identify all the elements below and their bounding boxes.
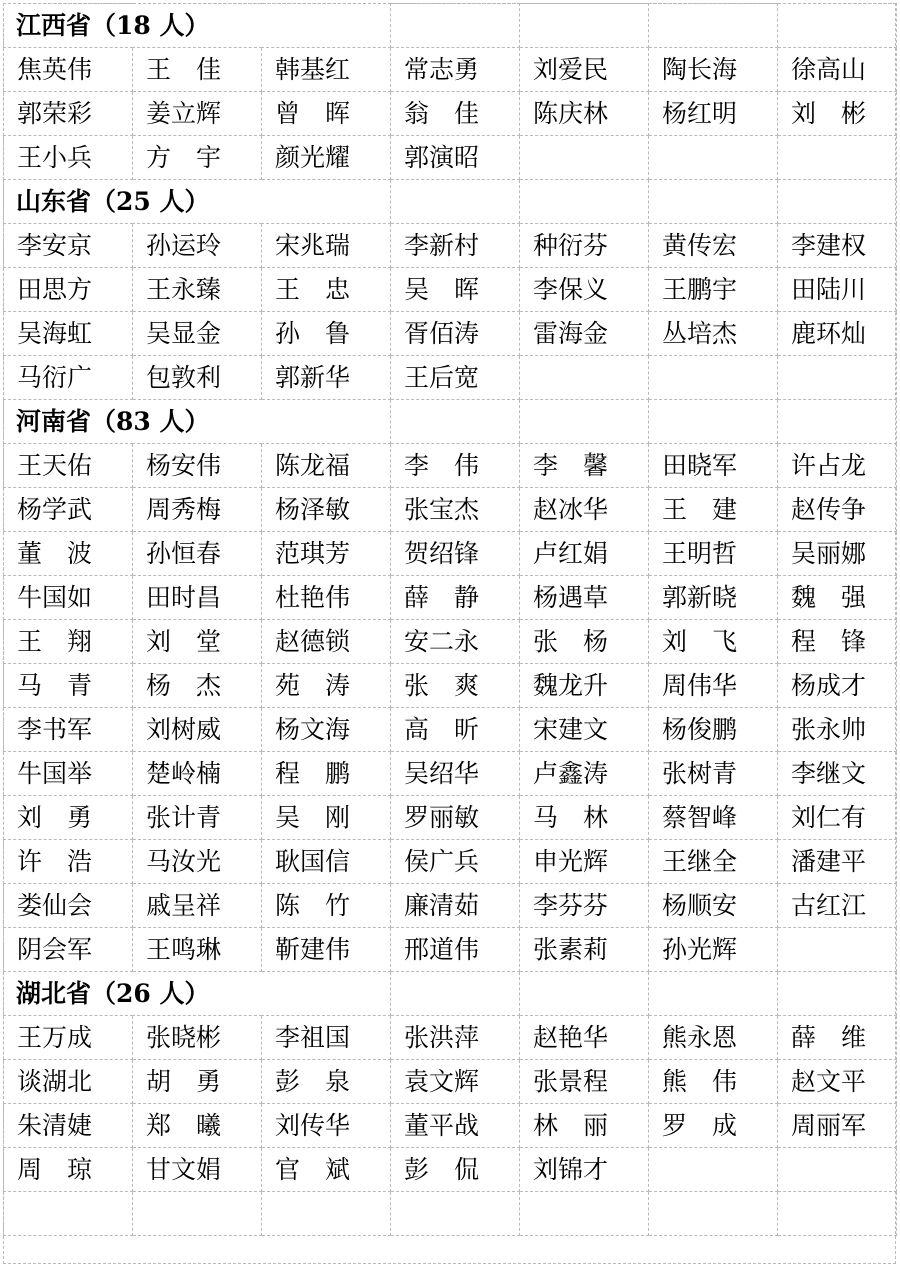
name-row [4,796,897,840]
name-row [4,532,897,576]
person-name: 孙恒春 [133,532,262,576]
person-name: 郭演昭 [391,136,520,180]
person-name: 陈 竹 [262,884,391,928]
empty-cell [778,356,897,400]
person-name: 郑 曦 [133,1104,262,1148]
person-name: 焦英伟 [4,48,133,92]
person-name: 张树青 [649,752,778,796]
person-name: 卢鑫涛 [520,752,649,796]
empty-cell [778,928,897,972]
person-name: 赵艳华 [520,1016,649,1060]
person-name: 马汝光 [133,840,262,884]
person-name: 杨俊鹏 [649,708,778,752]
person-name: 吴丽娜 [778,532,897,576]
person-name: 张素莉 [520,928,649,972]
person-name: 刘 飞 [649,620,778,664]
person-name: 李芬芬 [520,884,649,928]
person-name: 李安京 [4,224,133,268]
name-row [4,224,897,268]
person-name: 甘文娟 [133,1148,262,1192]
section-title: 湖北省（26 人） [4,972,391,1016]
name-row [4,356,897,400]
section-title: 山东省（25 人） [4,180,391,224]
empty-cell [649,400,778,444]
name-row [4,1148,897,1192]
person-name: 罗丽敏 [391,796,520,840]
person-name: 颜光耀 [262,136,391,180]
person-name: 马 林 [520,796,649,840]
person-name: 曾 晖 [262,92,391,136]
person-name: 宋建文 [520,708,649,752]
person-name: 贺绍锋 [391,532,520,576]
person-name: 王 佳 [133,48,262,92]
name-row [4,48,897,92]
person-name: 胥佰涛 [391,312,520,356]
person-name: 陈龙福 [262,444,391,488]
person-name: 程 锋 [778,620,897,664]
person-name: 王明哲 [649,532,778,576]
section-header-row [4,180,897,224]
person-name: 孙运玲 [133,224,262,268]
name-list-table [3,3,897,1236]
empty-cell [649,1192,778,1236]
person-name: 董平战 [391,1104,520,1148]
person-name: 王 建 [649,488,778,532]
empty-cell [391,400,520,444]
empty-row [4,1192,897,1236]
person-name: 赵德锁 [262,620,391,664]
person-name: 赵传争 [778,488,897,532]
person-name: 马 青 [4,664,133,708]
person-name: 杨遇草 [520,576,649,620]
person-name: 鹿环灿 [778,312,897,356]
name-row [4,620,897,664]
person-name: 王永臻 [133,268,262,312]
name-row [4,488,897,532]
person-name: 董 波 [4,532,133,576]
person-name: 谈湖北 [4,1060,133,1104]
person-name: 雷海金 [520,312,649,356]
person-name: 阴会军 [4,928,133,972]
empty-cell [649,136,778,180]
person-name: 马衍广 [4,356,133,400]
name-row [4,840,897,884]
person-name: 吴绍华 [391,752,520,796]
person-name: 胡 勇 [133,1060,262,1104]
person-name: 苑 涛 [262,664,391,708]
person-name: 韩基红 [262,48,391,92]
person-name: 熊 伟 [649,1060,778,1104]
empty-cell [262,1192,391,1236]
person-name: 田陆川 [778,268,897,312]
empty-cell [778,1148,897,1192]
person-name: 姜立辉 [133,92,262,136]
person-name: 张 杨 [520,620,649,664]
person-name: 孙 鲁 [262,312,391,356]
empty-cell [133,1192,262,1236]
person-name: 王万成 [4,1016,133,1060]
person-name: 刘传华 [262,1104,391,1148]
person-name: 魏 强 [778,576,897,620]
empty-cell [778,180,897,224]
person-name: 李祖国 [262,1016,391,1060]
name-row [4,664,897,708]
person-name: 耿国信 [262,840,391,884]
person-name: 徐高山 [778,48,897,92]
empty-cell [391,972,520,1016]
name-row [4,312,897,356]
person-name: 周 琼 [4,1148,133,1192]
person-name: 娄仙会 [4,884,133,928]
person-name: 张晓彬 [133,1016,262,1060]
person-name: 许 浩 [4,840,133,884]
person-name: 张永帅 [778,708,897,752]
name-row [4,708,897,752]
section-header-row [4,972,897,1016]
name-row [4,752,897,796]
person-name: 王 忠 [262,268,391,312]
person-name: 吴 晖 [391,268,520,312]
person-name: 刘 彬 [778,92,897,136]
person-name: 王鹏宇 [649,268,778,312]
person-name: 彭 侃 [391,1148,520,1192]
person-name: 杨安伟 [133,444,262,488]
person-name: 程 鹏 [262,752,391,796]
empty-cell [649,1148,778,1192]
empty-cell [520,4,649,48]
person-name: 古红江 [778,884,897,928]
person-name: 种衍芬 [520,224,649,268]
person-name: 潘建平 [778,840,897,884]
person-name: 彭 泉 [262,1060,391,1104]
empty-cell [649,4,778,48]
person-name: 田思方 [4,268,133,312]
section-header-row [4,4,897,48]
person-name: 王继全 [649,840,778,884]
person-name: 戚呈祥 [133,884,262,928]
person-name: 郭新晓 [649,576,778,620]
empty-cell [520,400,649,444]
person-name: 吴海虹 [4,312,133,356]
person-name: 杨成才 [778,664,897,708]
section-title: 河南省（83 人） [4,400,391,444]
empty-cell [391,4,520,48]
person-name: 郭荣彩 [4,92,133,136]
person-name: 薛 维 [778,1016,897,1060]
empty-cell [778,136,897,180]
empty-cell [520,136,649,180]
person-name: 李 馨 [520,444,649,488]
empty-cell [520,972,649,1016]
person-name: 廉清茹 [391,884,520,928]
person-name: 蔡智峰 [649,796,778,840]
person-name: 李 伟 [391,444,520,488]
person-name: 杜艳伟 [262,576,391,620]
person-name: 邢道伟 [391,928,520,972]
person-name: 许占龙 [778,444,897,488]
person-name: 方 宇 [133,136,262,180]
empty-cell [391,180,520,224]
person-name: 安二永 [391,620,520,664]
name-row [4,268,897,312]
person-name: 高 昕 [391,708,520,752]
person-name: 杨红明 [649,92,778,136]
person-name: 罗 成 [649,1104,778,1148]
empty-cell [520,356,649,400]
empty-cell [391,1192,520,1236]
person-name: 牛国举 [4,752,133,796]
person-name: 刘爱民 [520,48,649,92]
person-name: 张计青 [133,796,262,840]
empty-cell [4,1192,133,1236]
person-name: 楚岭楠 [133,752,262,796]
name-row [4,1016,897,1060]
person-name: 张宝杰 [391,488,520,532]
person-name: 周秀梅 [133,488,262,532]
person-name: 陶长海 [649,48,778,92]
empty-cell [778,4,897,48]
empty-cell [778,400,897,444]
person-name: 吴 刚 [262,796,391,840]
person-name: 李新村 [391,224,520,268]
person-name: 王小兵 [4,136,133,180]
person-name: 周丽军 [778,1104,897,1148]
person-name: 杨文海 [262,708,391,752]
person-name: 张景程 [520,1060,649,1104]
person-name: 赵冰华 [520,488,649,532]
person-name: 王天佑 [4,444,133,488]
section-title: 江西省（18 人） [4,4,391,48]
person-name: 官 斌 [262,1148,391,1192]
person-name: 袁文辉 [391,1060,520,1104]
person-name: 魏龙升 [520,664,649,708]
person-name: 黄传宏 [649,224,778,268]
empty-cell [778,972,897,1016]
person-name: 林 丽 [520,1104,649,1148]
person-name: 王 翔 [4,620,133,664]
empty-cell [649,180,778,224]
person-name: 田晓军 [649,444,778,488]
name-row [4,928,897,972]
name-row [4,884,897,928]
person-name: 常志勇 [391,48,520,92]
person-name: 侯广兵 [391,840,520,884]
empty-cell [520,180,649,224]
name-row [4,444,897,488]
name-row [4,576,897,620]
person-name: 杨 杰 [133,664,262,708]
person-name: 王后宽 [391,356,520,400]
person-name: 卢红娟 [520,532,649,576]
person-name: 刘 勇 [4,796,133,840]
person-name: 李建权 [778,224,897,268]
name-row [4,1060,897,1104]
person-name: 吴显金 [133,312,262,356]
person-name: 靳建伟 [262,928,391,972]
person-name: 刘树威 [133,708,262,752]
person-name: 李书军 [4,708,133,752]
person-name: 张 爽 [391,664,520,708]
person-name: 包敦利 [133,356,262,400]
person-name: 刘仁有 [778,796,897,840]
person-name: 杨学武 [4,488,133,532]
person-name: 王鸣琳 [133,928,262,972]
person-name: 宋兆瑞 [262,224,391,268]
person-name: 陈庆林 [520,92,649,136]
person-name: 薛 静 [391,576,520,620]
person-name: 牛国如 [4,576,133,620]
person-name: 杨顺安 [649,884,778,928]
person-name: 刘锦才 [520,1148,649,1192]
name-row [4,1104,897,1148]
person-name: 李继文 [778,752,897,796]
person-name: 丛培杰 [649,312,778,356]
person-name: 刘 堂 [133,620,262,664]
name-row [4,92,897,136]
person-name: 赵文平 [778,1060,897,1104]
empty-cell [649,972,778,1016]
person-name: 熊永恩 [649,1016,778,1060]
empty-cell [520,1192,649,1236]
person-name: 周伟华 [649,664,778,708]
person-name: 郭新华 [262,356,391,400]
person-name: 张洪萍 [391,1016,520,1060]
person-name: 李保义 [520,268,649,312]
person-name: 翁 佳 [391,92,520,136]
person-name: 申光辉 [520,840,649,884]
name-row [4,136,897,180]
person-name: 范琪芳 [262,532,391,576]
person-name: 田时昌 [133,576,262,620]
person-name: 朱清婕 [4,1104,133,1148]
person-name: 孙光辉 [649,928,778,972]
person-name: 杨泽敏 [262,488,391,532]
section-header-row [4,400,897,444]
empty-cell [778,1192,897,1236]
empty-cell [649,356,778,400]
